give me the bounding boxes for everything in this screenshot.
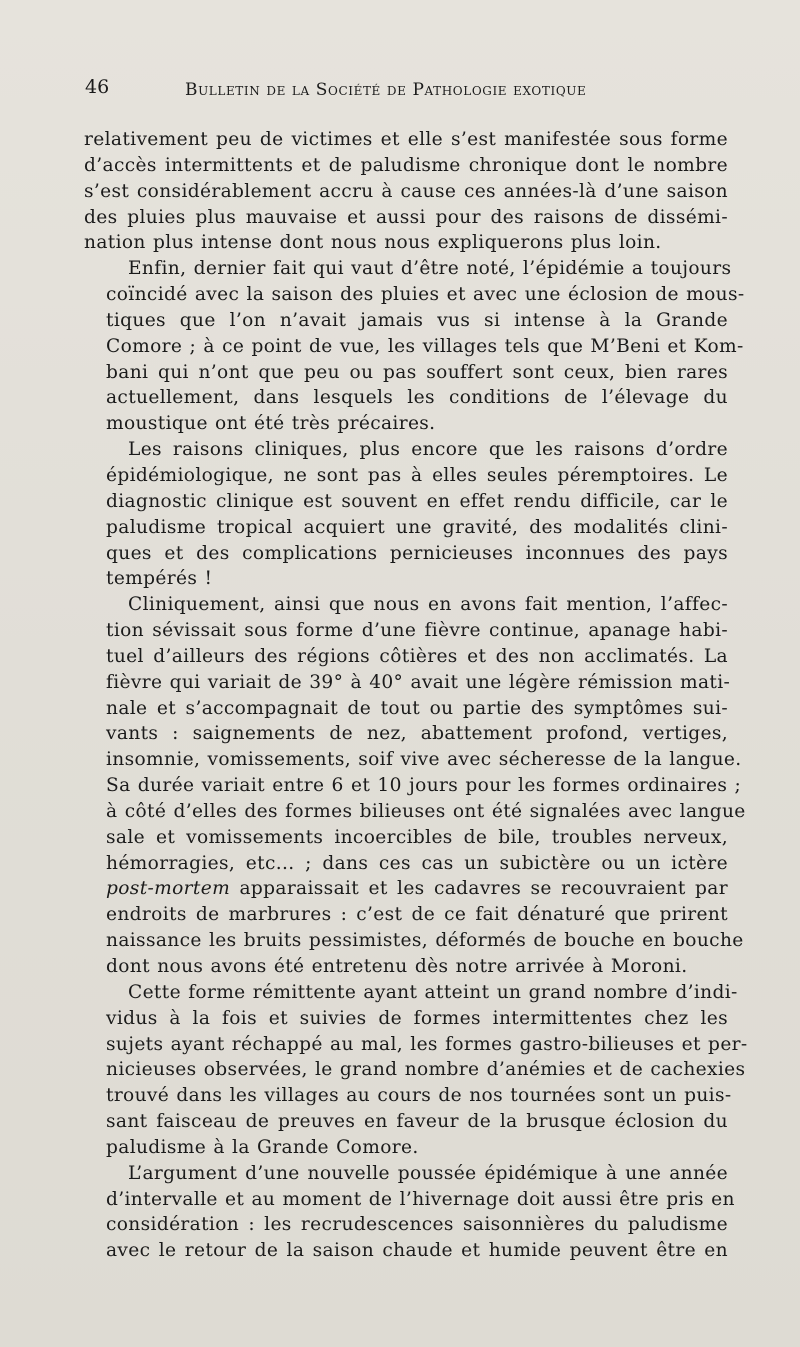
text-line: tiques que l’on n’avait jamais vus si intense à la Grande [106,309,728,331]
text-line: coïncidé avec la saison des pluies et avec une éclosion de mous- [106,284,745,306]
article-body [84,127,748,1264]
text-line: hémorragies, etc... ; dans ces cas un subictère ou un ictère [106,852,728,874]
text-line: vidus à la fois et suivies de formes intermittentes chez les [106,1007,728,1029]
text-line: considération : les recrudescences saisonnières du paludisme [106,1214,728,1236]
paragraph [84,1161,735,1264]
text-line: Enfin, dernier fait qui vaut d’être noté, l’épidémie a toujours [128,258,732,280]
text-line: s’est considérablement accru à cause ces années-là d’une saison [84,180,728,202]
text-line: sale et vomissements incoercibles de bile, troubles nerveux, [106,826,728,848]
text-line: naissance les bruits pessimistes, déformés de bouche en bouche [106,930,744,952]
running-head: Bulletin de la Société de Pathologie exotique [185,80,587,100]
text-line: ques et des complications pernicieuses inconnues des pays [106,542,728,564]
text-line: vants : saignements de nez, abattement profond, vertiges, [106,723,728,745]
text-line: sujets ayant réchappé au mal, les formes gastro-bilieuses et per- [106,1033,748,1055]
text-line: relativement peu de victimes et elle s’est manifestée sous forme [84,129,728,150]
text-line: épidémiologique, ne sont pas à elles seules péremptoires. Le [106,464,728,486]
text-line: bani qui n’ont que peu ou pas souffert sont ceux, bien rares [106,361,728,383]
page-header [85,72,725,108]
text-line: d’accès intermittents et de paludisme chronique dont le nombre [84,154,728,176]
text-line: à côté d’elles des formes bilieuses ont été signalées avec langue [106,800,746,822]
text-line: nale et s’accompagnait de tout ou partie des symptômes sui- [106,697,728,719]
text-line: moustique ont été très précaires. [106,413,436,435]
paragraph [84,592,746,980]
text-line: post-mortem apparaissait et les cadavres se recouvraient par [106,878,728,900]
text-line: paludisme à la Grande Comore. [106,1136,419,1158]
text-line: tion sévissait sous forme d’une fièvre continue, apanage habi- [106,620,728,642]
text-line: dont nous avons été entretenu dès notre arrivée à Moroni. [106,956,688,977]
paragraph [84,437,728,592]
text-line: actuellement, dans lesquels les conditions de l’élevage du [106,387,728,409]
text-line: Cette forme rémittente ayant atteint un grand nombre d’indi- [128,981,738,1003]
text-line: Comore ; à ce point de vue, les villages tels que M’Beni et Kom- [106,335,744,357]
text-line: paludisme tropical acquiert une gravité, des modalités clini- [106,516,728,538]
text-line: L’argument d’une nouvelle poussée épidémique à une année [128,1162,728,1184]
paragraph [84,256,745,437]
text-line: tempérés ! [106,568,213,590]
paragraph [84,127,728,256]
text-line: Sa durée variait entre 6 et 10 jours pour les formes ordinaires ; [106,775,742,797]
text-line: d’intervalle et au moment de l’hivernage doit aussi être pris en [106,1188,735,1210]
text-line: avec le retour de la saison chaude et humide peuvent être en [106,1240,728,1262]
text-line: nation plus intense dont nous nous expliquerons plus loin. [84,232,662,254]
text-line: des pluies plus mauvaise et aussi pour des raisons de dissémi- [84,206,728,228]
text-line: fièvre qui variait de 39° à 40° avait une légère rémission mati- [106,671,731,693]
text-line: tuel d’ailleurs des régions côtières et des non acclimatés. La [106,645,728,667]
text-line: nicieuses observées, le grand nombre d’anémies et de cachexies [106,1059,746,1081]
page-number: 46 [85,76,110,98]
text-line: trouvé dans les villages au cours de nos tournées sont un puis- [106,1085,732,1107]
text-line: insomnie, vomissements, soif vive avec sécheresse de la langue. [106,749,742,771]
text-line: Les raisons cliniques, plus encore que les raisons d’ordre [128,439,728,461]
text-line: endroits de marbrures : c’est de ce fait dénaturé que prirent [106,904,728,926]
text-line: sant faisceau de preuves en faveur de la brusque éclosion du [106,1111,728,1133]
paragraph [84,980,748,1161]
text-line: Cliniquement, ainsi que nous en avons fait mention, l’affec- [128,594,728,616]
text-line: diagnostic clinique est souvent en effet rendu difficile, car le [106,490,728,512]
